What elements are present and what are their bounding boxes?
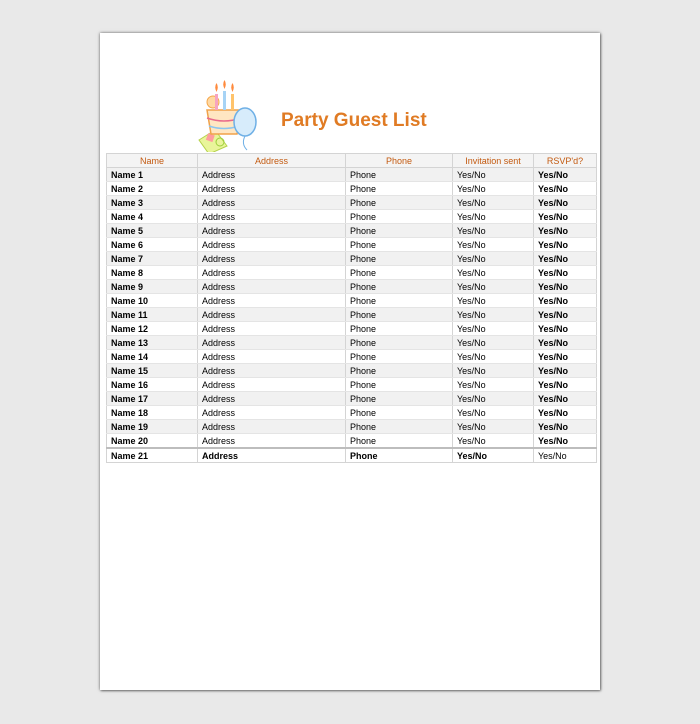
guest-phone-cell: Phone xyxy=(346,350,453,364)
guest-phone-cell: Phone xyxy=(346,224,453,238)
guest-name-cell: Name 19 xyxy=(107,420,198,434)
guest-name-cell: Name 20 xyxy=(107,434,198,449)
guest-phone-cell: Phone xyxy=(346,210,453,224)
column-header-phone: Phone xyxy=(346,154,453,168)
invitation-sent-cell: Yes/No xyxy=(453,406,534,420)
guest-name-cell: Name 6 xyxy=(107,238,198,252)
invitation-sent-cell: Yes/No xyxy=(453,252,534,266)
rsvp-cell: Yes/No xyxy=(534,210,597,224)
invitation-sent-cell: Yes/No xyxy=(453,308,534,322)
table-row xyxy=(107,434,597,449)
guest-address-cell: Address xyxy=(198,392,346,406)
guest-name-cell: Name 7 xyxy=(107,252,198,266)
guest-address-cell: Address xyxy=(198,252,346,266)
guest-name-cell: Name 17 xyxy=(107,392,198,406)
invitation-sent-cell: Yes/No xyxy=(453,168,534,182)
column-header-address: Address xyxy=(198,154,346,168)
guest-name-cell: Name 15 xyxy=(107,364,198,378)
invitation-sent-cell: Yes/No xyxy=(453,280,534,294)
guest-phone-cell: Phone xyxy=(346,420,453,434)
guest-phone-cell: Phone xyxy=(346,448,453,463)
rsvp-cell: Yes/No xyxy=(534,350,597,364)
guest-name-cell: Name 12 xyxy=(107,322,198,336)
guest-phone-cell: Phone xyxy=(346,364,453,378)
guest-phone-cell: Phone xyxy=(346,308,453,322)
rsvp-cell: Yes/No xyxy=(534,252,597,266)
rsvp-cell: Yes/No xyxy=(534,448,597,463)
rsvp-cell: Yes/No xyxy=(534,238,597,252)
invitation-sent-cell: Yes/No xyxy=(453,392,534,406)
table-row xyxy=(107,294,597,308)
invitation-sent-cell: Yes/No xyxy=(453,238,534,252)
guest-name-cell: Name 13 xyxy=(107,336,198,350)
rsvp-cell: Yes/No xyxy=(534,434,597,449)
guest-address-cell: Address xyxy=(198,420,346,434)
rsvp-cell: Yes/No xyxy=(534,182,597,196)
table-row xyxy=(107,266,597,280)
guest-name-cell: Name 8 xyxy=(107,266,198,280)
rsvp-cell: Yes/No xyxy=(534,420,597,434)
guest-name-cell: Name 18 xyxy=(107,406,198,420)
guest-phone-cell: Phone xyxy=(346,168,453,182)
rsvp-cell: Yes/No xyxy=(534,322,597,336)
guest-phone-cell: Phone xyxy=(346,322,453,336)
guest-phone-cell: Phone xyxy=(346,294,453,308)
rsvp-cell: Yes/No xyxy=(534,168,597,182)
guest-phone-cell: Phone xyxy=(346,182,453,196)
guest-name-cell: Name 4 xyxy=(107,210,198,224)
guest-name-cell: Name 21 xyxy=(107,448,198,463)
rsvp-cell: Yes/No xyxy=(534,224,597,238)
table-row xyxy=(107,378,597,392)
guest-phone-cell: Phone xyxy=(346,406,453,420)
guest-address-cell: Address xyxy=(198,336,346,350)
invitation-sent-cell: Yes/No xyxy=(453,266,534,280)
guest-phone-cell: Phone xyxy=(346,280,453,294)
invitation-sent-cell: Yes/No xyxy=(453,322,534,336)
table-row xyxy=(107,224,597,238)
invitation-sent-cell: Yes/No xyxy=(453,420,534,434)
invitation-sent-cell: Yes/No xyxy=(453,350,534,364)
guest-address-cell: Address xyxy=(198,182,346,196)
column-header-rsvpd: RSVP'd? xyxy=(534,154,597,168)
rsvp-cell: Yes/No xyxy=(534,378,597,392)
guest-name-cell: Name 3 xyxy=(107,196,198,210)
guest-address-cell: Address xyxy=(198,350,346,364)
invitation-sent-cell: Yes/No xyxy=(453,294,534,308)
table-row xyxy=(107,182,597,196)
invitation-sent-cell: Yes/No xyxy=(453,210,534,224)
guest-name-cell: Name 16 xyxy=(107,378,198,392)
table-row xyxy=(107,238,597,252)
guest-address-cell: Address xyxy=(198,406,346,420)
invitation-sent-cell: Yes/No xyxy=(453,182,534,196)
table-row xyxy=(107,336,597,350)
document-page xyxy=(100,33,600,690)
rsvp-cell: Yes/No xyxy=(534,336,597,350)
guest-address-cell: Address xyxy=(198,308,346,322)
invitation-sent-cell: Yes/No xyxy=(453,434,534,449)
table-row xyxy=(107,308,597,322)
guest-address-cell: Address xyxy=(198,168,346,182)
guest-phone-cell: Phone xyxy=(346,392,453,406)
guest-phone-cell: Phone xyxy=(346,238,453,252)
column-header-invitation-sent: Invitation sent xyxy=(453,154,534,168)
table-header-row xyxy=(107,154,597,168)
invitation-sent-cell: Yes/No xyxy=(453,224,534,238)
guest-address-cell: Address xyxy=(198,322,346,336)
table-row xyxy=(107,252,597,266)
invitation-sent-cell: Yes/No xyxy=(453,196,534,210)
guest-name-cell: Name 1 xyxy=(107,168,198,182)
guest-address-cell: Address xyxy=(198,294,346,308)
page-title: Party Guest List xyxy=(281,110,427,131)
rsvp-cell: Yes/No xyxy=(534,280,597,294)
table-row xyxy=(107,168,597,182)
guest-address-cell: Address xyxy=(198,378,346,392)
table-row xyxy=(107,406,597,420)
table-row xyxy=(107,448,597,463)
guest-address-cell: Address xyxy=(198,364,346,378)
table-row xyxy=(107,280,597,294)
rsvp-cell: Yes/No xyxy=(534,364,597,378)
guest-address-cell: Address xyxy=(198,434,346,449)
guest-name-cell: Name 11 xyxy=(107,308,198,322)
guest-address-cell: Address xyxy=(198,238,346,252)
party-cake-icon xyxy=(197,80,261,152)
table-body xyxy=(107,168,597,463)
table-row xyxy=(107,420,597,434)
rsvp-cell: Yes/No xyxy=(534,294,597,308)
guest-name-cell: Name 14 xyxy=(107,350,198,364)
guest-list-table xyxy=(106,153,597,463)
rsvp-cell: Yes/No xyxy=(534,266,597,280)
guest-phone-cell: Phone xyxy=(346,336,453,350)
table-row xyxy=(107,364,597,378)
invitation-sent-cell: Yes/No xyxy=(453,378,534,392)
table-row xyxy=(107,322,597,336)
guest-name-cell: Name 2 xyxy=(107,182,198,196)
guest-name-cell: Name 5 xyxy=(107,224,198,238)
rsvp-cell: Yes/No xyxy=(534,196,597,210)
guest-phone-cell: Phone xyxy=(346,434,453,449)
guest-address-cell: Address xyxy=(198,224,346,238)
guest-name-cell: Name 9 xyxy=(107,280,198,294)
rsvp-cell: Yes/No xyxy=(534,308,597,322)
table-row xyxy=(107,210,597,224)
rsvp-cell: Yes/No xyxy=(534,392,597,406)
guest-address-cell: Address xyxy=(198,280,346,294)
guest-address-cell: Address xyxy=(198,266,346,280)
table-row xyxy=(107,392,597,406)
table-row xyxy=(107,196,597,210)
invitation-sent-cell: Yes/No xyxy=(453,364,534,378)
invitation-sent-cell: Yes/No xyxy=(453,448,534,463)
guest-phone-cell: Phone xyxy=(346,252,453,266)
column-header-name: Name xyxy=(107,154,198,168)
table-row xyxy=(107,350,597,364)
invitation-sent-cell: Yes/No xyxy=(453,336,534,350)
guest-phone-cell: Phone xyxy=(346,196,453,210)
guest-phone-cell: Phone xyxy=(346,378,453,392)
guest-address-cell: Address xyxy=(198,196,346,210)
guest-name-cell: Name 10 xyxy=(107,294,198,308)
guest-address-cell: Address xyxy=(198,210,346,224)
guest-address-cell: Address xyxy=(198,448,346,463)
rsvp-cell: Yes/No xyxy=(534,406,597,420)
guest-phone-cell: Phone xyxy=(346,266,453,280)
